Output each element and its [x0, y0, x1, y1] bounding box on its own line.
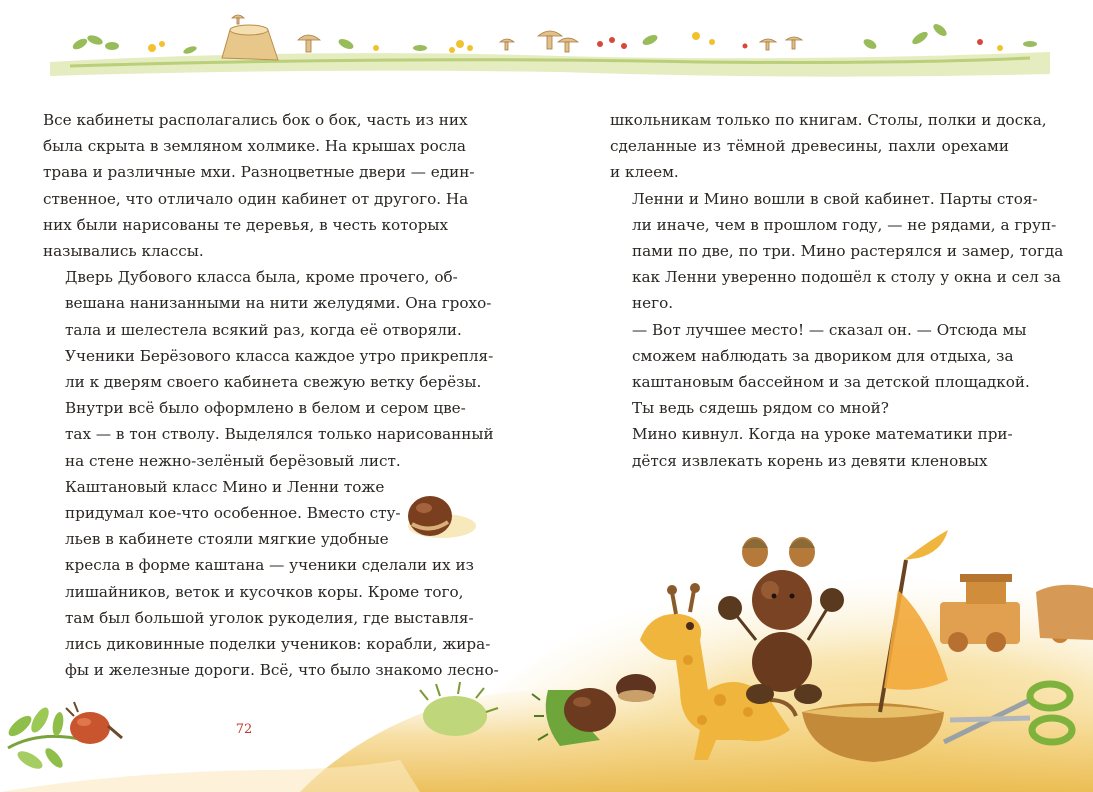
- text-line: Все кабинеты располагались бок о бок, часть из них: [43, 111, 468, 129]
- paragraph-3: [43, 474, 499, 684]
- text-line: и клеем.: [610, 163, 679, 182]
- text-line: школьникам только по книгам. Столы, полки и доска,: [610, 111, 1047, 129]
- text-line: тах — в тон стволу. Выделялся только нарисованный: [65, 425, 494, 444]
- text-line: Ты ведь сядешь рядом со мной?: [632, 399, 889, 418]
- text-line: была скрыта в земляном холмике. На крышах росла: [43, 137, 466, 156]
- text-line: ли иначе, чем в прошлом году, — не рядами, а груп-: [632, 215, 1057, 234]
- text-line: Ленни и Мино вошли в свой кабинет. Парты стоя-: [632, 189, 1038, 208]
- page-number: 72: [235, 722, 253, 737]
- text-line: него.: [632, 294, 674, 313]
- paragraph-1: [43, 107, 475, 264]
- text-line: Ученики Берёзового класса каждое утро прикрепля-: [65, 346, 494, 365]
- text-line: на стене нежно-зелёный берёзовый лист.: [65, 451, 401, 470]
- left-column: [43, 107, 499, 683]
- text-line: вешана нанизанными на нити желудями. Она грохо-: [65, 294, 492, 313]
- text-line: фы и железные дороги. Всё, что было знакомо лесно-: [65, 661, 499, 680]
- text-line: Дверь Дубового класса была, кроме прочего, об-: [65, 268, 458, 287]
- paragraph-6: [610, 317, 1030, 422]
- text-line: сможем наблюдать за двориком для отдыха, за: [632, 346, 1014, 365]
- text-line: придумал кое-что особенное. Вместо сту-: [65, 504, 401, 523]
- text-line: кресла в форме каштана — ученики сделали их из: [65, 556, 474, 575]
- text-line: Каштановый класс Мино и Ленни тоже: [65, 477, 385, 496]
- rosehip-icon: [66, 702, 122, 744]
- text-line: — Вот лучшее место! — сказал он. — Отсюда мы: [632, 320, 1027, 339]
- text-line: сделанные из тёмной древесины, пахли орехами: [610, 137, 1009, 156]
- right-column: [610, 107, 1064, 474]
- text-line: ственное, что отличало один кабинет от другого. На: [43, 189, 469, 208]
- text-line: ли к дверям своего кабинета свежую ветку берёзы.: [65, 373, 482, 392]
- text-line: там был большой уголок рукоделия, где выставля-: [65, 608, 474, 627]
- text-line: пами по две, по три. Мино растерялся и замер, тогда: [632, 242, 1064, 261]
- text-line: Внутри всё было оформлено в белом и сером цве-: [65, 399, 466, 418]
- text-line: Мино кивнул. Когда на уроке математики при-: [632, 425, 1013, 444]
- text-line: льев в кабинете стояли мягкие удобные: [65, 530, 389, 549]
- paragraph-4: [610, 107, 1047, 186]
- text-line: как Ленни уверенно подошёл к столу у окна и сел за: [632, 268, 1061, 287]
- text-line: лись диковинные поделки учеников: корабли, жира-: [65, 635, 491, 654]
- text-line: каштановым бассейном и за детской площадкой.: [632, 373, 1030, 392]
- paragraph-7: [610, 421, 1013, 473]
- text-line: назывались классы.: [43, 242, 204, 261]
- text-line: трава и различные мхи. Разноцветные двери — един-: [43, 163, 475, 182]
- text-line: тала и шелестела всякий раз, когда её отворяли.: [65, 320, 462, 339]
- paragraph-2: [43, 264, 494, 474]
- text-line: лишайников, веток и кусочков коры. Кроме того,: [65, 582, 464, 601]
- paragraph-5: [610, 186, 1064, 317]
- text-line: них были нарисованы те деревья, в честь которых: [43, 215, 449, 234]
- text-line: дётся извлекать корень из девяти кленовых: [632, 451, 988, 470]
